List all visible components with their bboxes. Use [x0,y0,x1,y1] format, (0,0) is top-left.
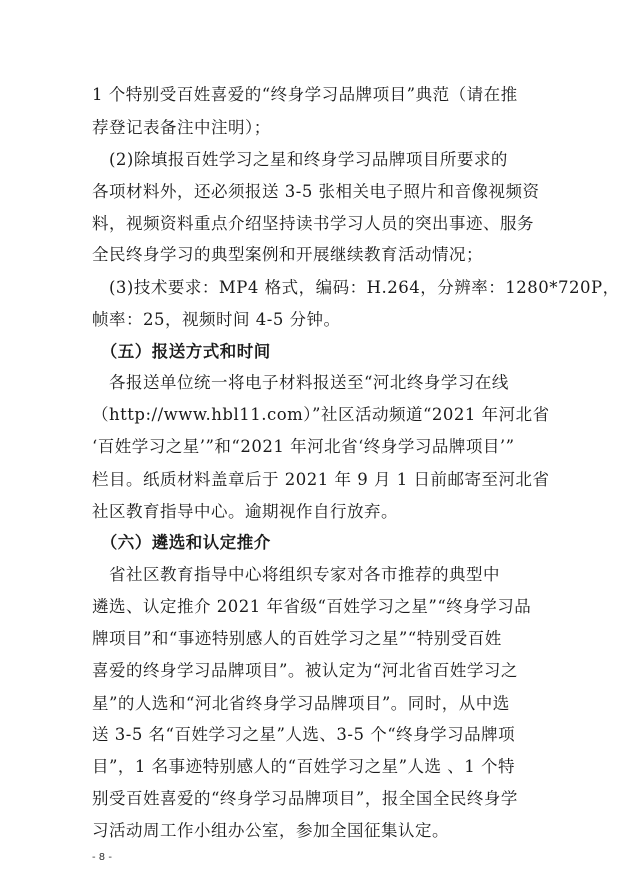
body-text-line: 帧率：25，视频时间 4-5 分钟。 [92,310,341,329]
body-text-line: 别受百姓喜爱的“终身学习品牌项目”，报全国全民终身学 [92,789,518,808]
body-text-line: 习活动周工作小组办公室，参加全国征集认定。 [92,821,449,840]
body-text-line: 料，视频资料重点介绍坚持读书学习人员的突出事迹、服务 [92,214,534,233]
body-text-line: (2)除填报百姓学习之星和终身学习品牌项目所要求的 [92,150,508,169]
body-text-line: ‘百姓学习之星’”和“2021 年河北省‘终身学习品牌项目’” [92,437,515,456]
section-heading: （六）遴选和认定推介 [92,533,271,552]
body-text-line: （http://www.hbl11.com）”社区活动频道“2021 年河北省 [92,405,550,424]
body-text-line: 全民终身学习的典型案例和开展继续教育活动情况； [92,245,483,264]
body-text-line: 星”的人选和“河北省终身学习品牌项目”。同时，从中选 [92,694,510,713]
body-text-line: 荐登记表备注中注明）； [92,118,271,137]
body-text-line: 社区教育指导中心。逾期视作自行放弃。 [92,502,398,521]
page-number: - 8 - [92,852,112,863]
body-text-line: 喜爱的终身学习品牌项目”。被认定为“河北省百姓学习之 [92,661,518,680]
body-text-line: 各报送单位统一将电子材料报送至“河北终身学习在线 [92,373,509,392]
body-text-line: 1 个特别受百姓喜爱的“终身学习品牌项目”典范（请在推 [92,85,518,104]
body-text-line: 栏目。纸质材料盖章后于 2021 年 9 月 1 日前邮寄至河北省 [92,470,550,489]
body-text-line: (3)技术要求：MP4 格式，编码：H.264，分辨率：1280*720P， [92,278,620,297]
body-text-line: 送 3-5 名“百姓学习之星”人选、3-5 个“终身学习品牌项 [92,725,516,744]
body-text-line: 目”，1 名事迹特别感人的“百姓学习之星”人选 、1 个特 [92,757,516,776]
body-text-line: 省社区教育指导中心将组织专家对各市推荐的典型中 [92,565,500,584]
body-text-line: 遴选、认定推介 2021 年省级“百姓学习之星”“终身学习品 [92,597,532,616]
body-text-line: 牌项目”和“事迹特别感人的百姓学习之星”“特别受百姓 [92,629,502,648]
section-heading: （五）报送方式和时间 [92,342,271,361]
body-text-line: 各项材料外，还必须报送 3-5 张相关电子照片和音像视频资 [92,182,540,201]
